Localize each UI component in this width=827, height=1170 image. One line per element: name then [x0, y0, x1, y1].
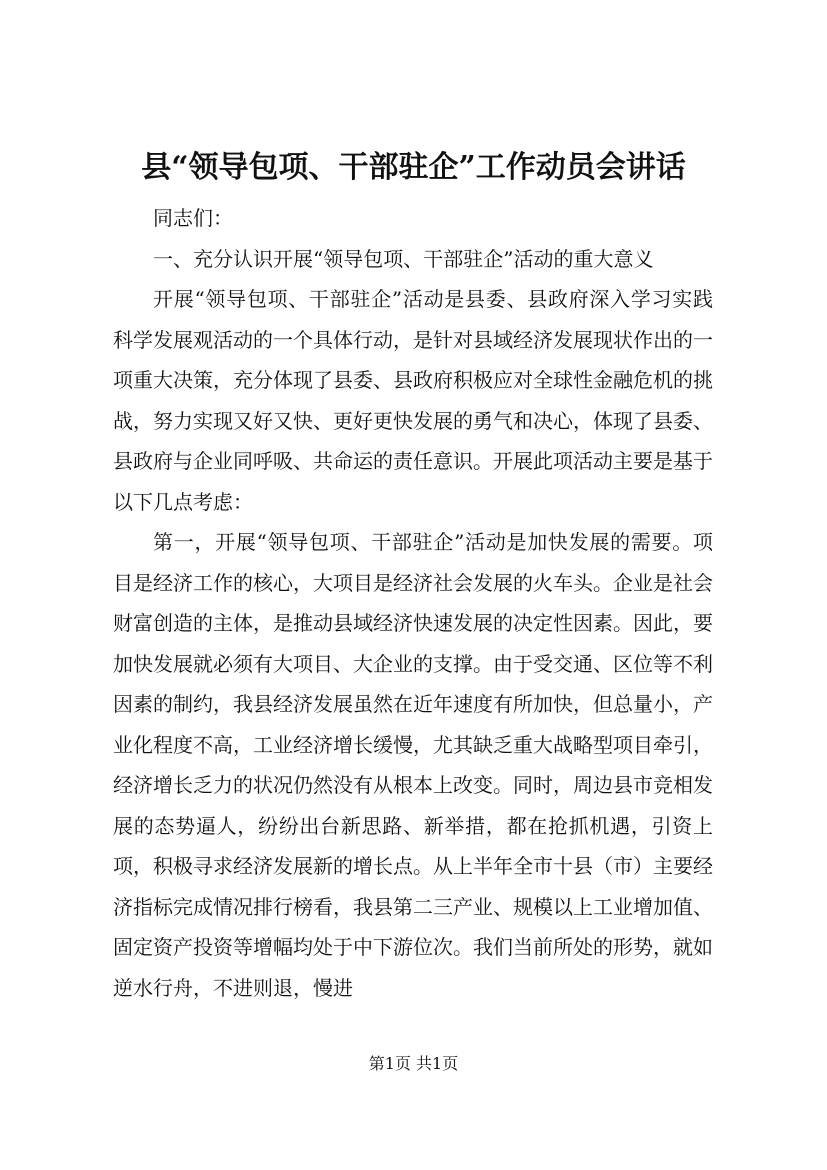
section-heading: 一、充分认识开展“领导包项、干部驻企”活动的重大意义: [153, 246, 654, 271]
paragraph: 开展“领导包项、干部驻企”活动是县委、县政府深入学习实践科学发展观活动的一个具体行动，是针对县域经济发展现状作出的一项重大决策，充分体现了县委、县政府积极应对全球性金融危机的挑战，努力实现又好又快、更好更快发展的勇气和决心，体现了县委、县政府与企业同呼吸、共命运的责任意识。开展此项活动主要是基于以下几点考虑：: [113, 287, 713, 514]
document-body: [113, 198, 713, 1008]
salutation: 同志们：: [153, 206, 233, 230]
page-number-footer: 第1页 共1页: [368, 1054, 459, 1073]
paragraph: 第一，开展“领导包项、干部驻企”活动是加快发展的需要。项目是经济工作的核心，大项目是经济社会发展的火车头。企业是社会财富创造的主体，是推动县域经济快速发展的决定性因素。因此，要加快发展就必须有大项目、大企业的支撑。由于受交通、区位等不利因素的制约，我县经济发展虽然在近年速度有所加快，但总量小，产业化程度不高，工业经济增长缓慢，尤其缺乏重大战略型项目牵引，经济增长乏力的状况仍然没有从根本上改变。同时，周边县市竞相发展的态势逼人，纷纷出台新思路、新举措，都在抢抓机遇，引资上项，积极寻求经济发展新的增长点。从上半年全市十县（市）主要经济指标完成情况排行榜看，我县第二三产业、规模以上工业增加值、固定资产投资等增幅均处于中下游位次。我们当前所处的形势，就如逆水行舟，不进则退，慢进: [113, 530, 713, 1000]
document-title: 县“领导包项、干部驻企”工作动员会讲话: [141, 150, 686, 185]
